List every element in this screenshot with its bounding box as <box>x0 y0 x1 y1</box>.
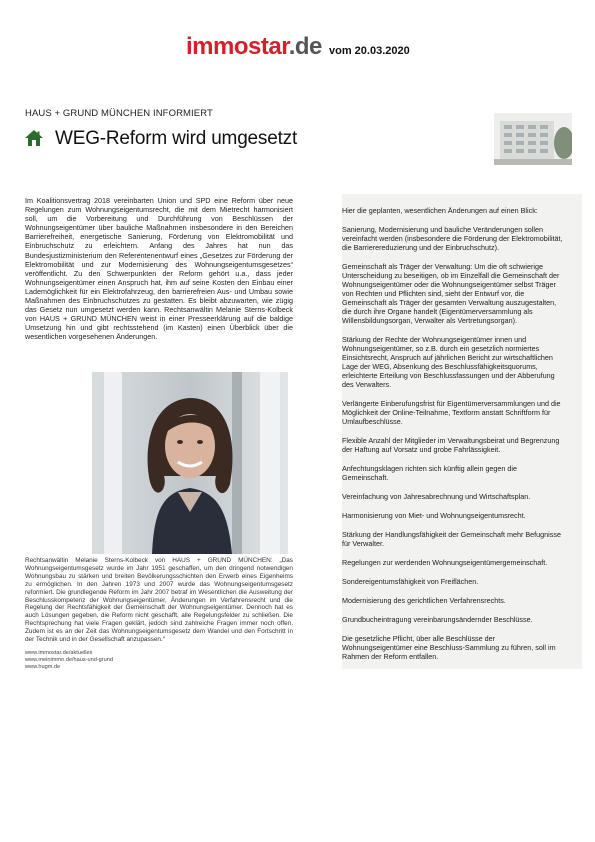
changes-heading: Hier die geplanten, wesentlichen Änderungen auf einen Blick: <box>342 206 538 215</box>
link-item[interactable]: www.hugm.de <box>25 664 61 670</box>
publication-date: vom 20.03.2020 <box>329 45 410 57</box>
change-item: Gemeinschaft als Träger der Verwaltung: Um die oft schwierige Unterscheidung zu beseitigen, ob im Einzelfall die Gemeinschaft der Wohnungseigentümer oder die Wohnungseigentümer selbst Träger von Rechten und Pflichten sind, sieht der Entwurf vor, die Gemeinschaft als Träger der gesamten Verwaltung auszugestalten, die durch ihre Organe handelt (Eigentümerversammlung als Willensbildungsorgan, Verwalter als Vertretungsorgan). <box>342 262 560 325</box>
change-item: Flexible Anzahl der Mitglieder im Verwaltungsbeirat und Begrenzung der Haftung auf Vorsatz und grobe Fahrlässigkeit. <box>342 436 560 454</box>
change-item: Grundbucheintragung vereinbarungsändernder Beschlüsse. <box>342 615 533 624</box>
change-item: Die gesetzliche Pflicht, über alle Beschlüsse der Wohnungseigentümer eine Beschluss-Sammlung zu führen, soll im Rahmen der Reform entfallen. <box>342 634 556 661</box>
changes-list <box>342 206 564 671</box>
article-kicker: HAUS + GRUND MÜNCHEN INFORMIERT <box>25 108 213 119</box>
change-item: Stärkung der Rechte der Wohnungseigentümer innen und Wohnungseigentümer, so z.B. durch ein gesetzlich normiertes Einsichtsrecht, Anspruch auf jährlichen Bericht zur wirtschaftlichen Lage der WEG, Absenkung des Beschlussfähigkeitsquorums, erleichterte Erteilung von Beschlussfassungen und der Abberufung des Verwalters. <box>342 335 555 389</box>
change-item: Verlängerte Einberufungsfrist für Eigentümerversammlungen und die Möglichkeit der Online-Teilnahme, Textform anstatt Schriftform für Umlaufbeschlüsse. <box>342 399 561 426</box>
change-item: Regelungen zur werdenden Wohnungseigentümergemeinschaft. <box>342 558 548 567</box>
link-item[interactable]: www.immostar.de/aktuelles <box>25 650 93 656</box>
portrait-photo <box>92 372 288 554</box>
masthead <box>186 34 426 64</box>
change-item: Sanierung, Modernisierung und bauliche Veränderungen sollen vereinfacht werden (insbesondere die Förderung der Elektromobilität, die Barrierereduzierung und der Einbruchschutz). <box>342 225 563 252</box>
change-item: Vereinfachung von Jahresabrechnung und Wirtschaftsplan. <box>342 492 531 501</box>
link-item[interactable]: www.meinimmo.de/haus-und-grund <box>25 657 113 663</box>
change-item: Sondereigentumsfähigkeit von Freiflächen. <box>342 577 479 586</box>
link-list <box>25 650 225 671</box>
article-body: Im Koalitionsvertrag 2018 vereinbarten Union und SPD eine Reform über neue Regelungen zum Wohnungseigentumsrecht, die mit dem Mietrecht harmonisiert soll, um die Vorbereitung und Durchführung von Beschlüssen der Wohnungseigentümer über bauliche Maßnahmen insbesondere in den Bereichen Barrierefreiheit, energetische Sanierung, Förderung von Elektromobilität und Einbruchschutz zu erleichtern. Anfang des Jahres hat nun das Bundesjustizministerium den Referentenentwurf eines „Gesetzes zur Förderung der Elektromobilität und zur Modernisierung des Wohnungseigentumsgesetzes“ veröffentlicht. Zu den Schwerpunkten der Reform gehört u.a., dass jeder Wohnungseigentümer einen Anspruch hat, ihm auf seine Kosten den Einbau einer Lademöglichkeit für ein Elektrofahrzeug, den barrierefreien Aus- und Umbau sowie Maßnahmen des Einbruchschutzes zu gestatten. Es bleibt abzuwarten, wie zügig das Gesetz nun umgesetzt werden kann. Rechtsanwältin Melanie Sterns-Kolbeck von HAUS + GRUND MÜNCHEN weist in einer Presseerklärung auf die baldige Umsetzung hin und gibt rechtsstehend (im Kasten) einen Überblick über die wesentlichen vorgesehenen Änderungen. <box>25 196 293 342</box>
change-item: Anfechtungsklagen richten sich künftig allein gegen die Gemeinschaft. <box>342 464 518 482</box>
change-item: Modernisierung des gerichtlichen Verfahrensrechts. <box>342 596 506 605</box>
immostar-logo: immostar.de <box>186 33 322 60</box>
change-item: Harmonisierung von Miet- und Wohnungseigentumsrecht. <box>342 511 526 520</box>
article-title: WEG-Reform wird umgesetzt <box>55 128 298 149</box>
change-item: Stärkung der Handlungsfähigkeit der Gemeinschaft mehr Befugnisse für Verwalter. <box>342 530 561 548</box>
changes-box <box>342 194 582 669</box>
building-thumbnail <box>494 113 572 165</box>
photo-caption: Rechtsanwältin Melanie Sterns-Kolbeck von HAUS + GRUND MÜNCHEN: „Das Wohnungseigentumsgesetz wurde im Jahr 1951 geschaffen, um den dringend notwendigen Wohnungsbau zu stärken und breiten Bevölkerungsschichten den Erwerb eines Eigenheims zu ermöglichen. In den Jahren 1973 und 2007 wurde das Wohnungseigentumsgesetz reformiert. Die grundlegende Reform im Jahr 2007 betraf im Wesentlichen die Ausweitung der Beschlusskompetenz der Wohnungseigentümer, Änderungen im Verfahrensrecht und die Regelung der Rechtsfähigkeit der Gemeinschaft der Wohnungseigentümer. Dennoch hat es auch Lösungen gegeben, die Reform nicht geschafft, alle Regelungsfelder zu schließen. Die Rechtsprechung hat viele Fragen geklärt, jedoch sind zahlreiche Fragen immer noch offen. Zudem ist es an der Zeit das Wohnungseigentumsgesetz dem Wandel und den Fortschritt in der Technik und in der Gesellschaft anzupassen.“ <box>25 557 293 644</box>
house-icon <box>25 130 43 146</box>
